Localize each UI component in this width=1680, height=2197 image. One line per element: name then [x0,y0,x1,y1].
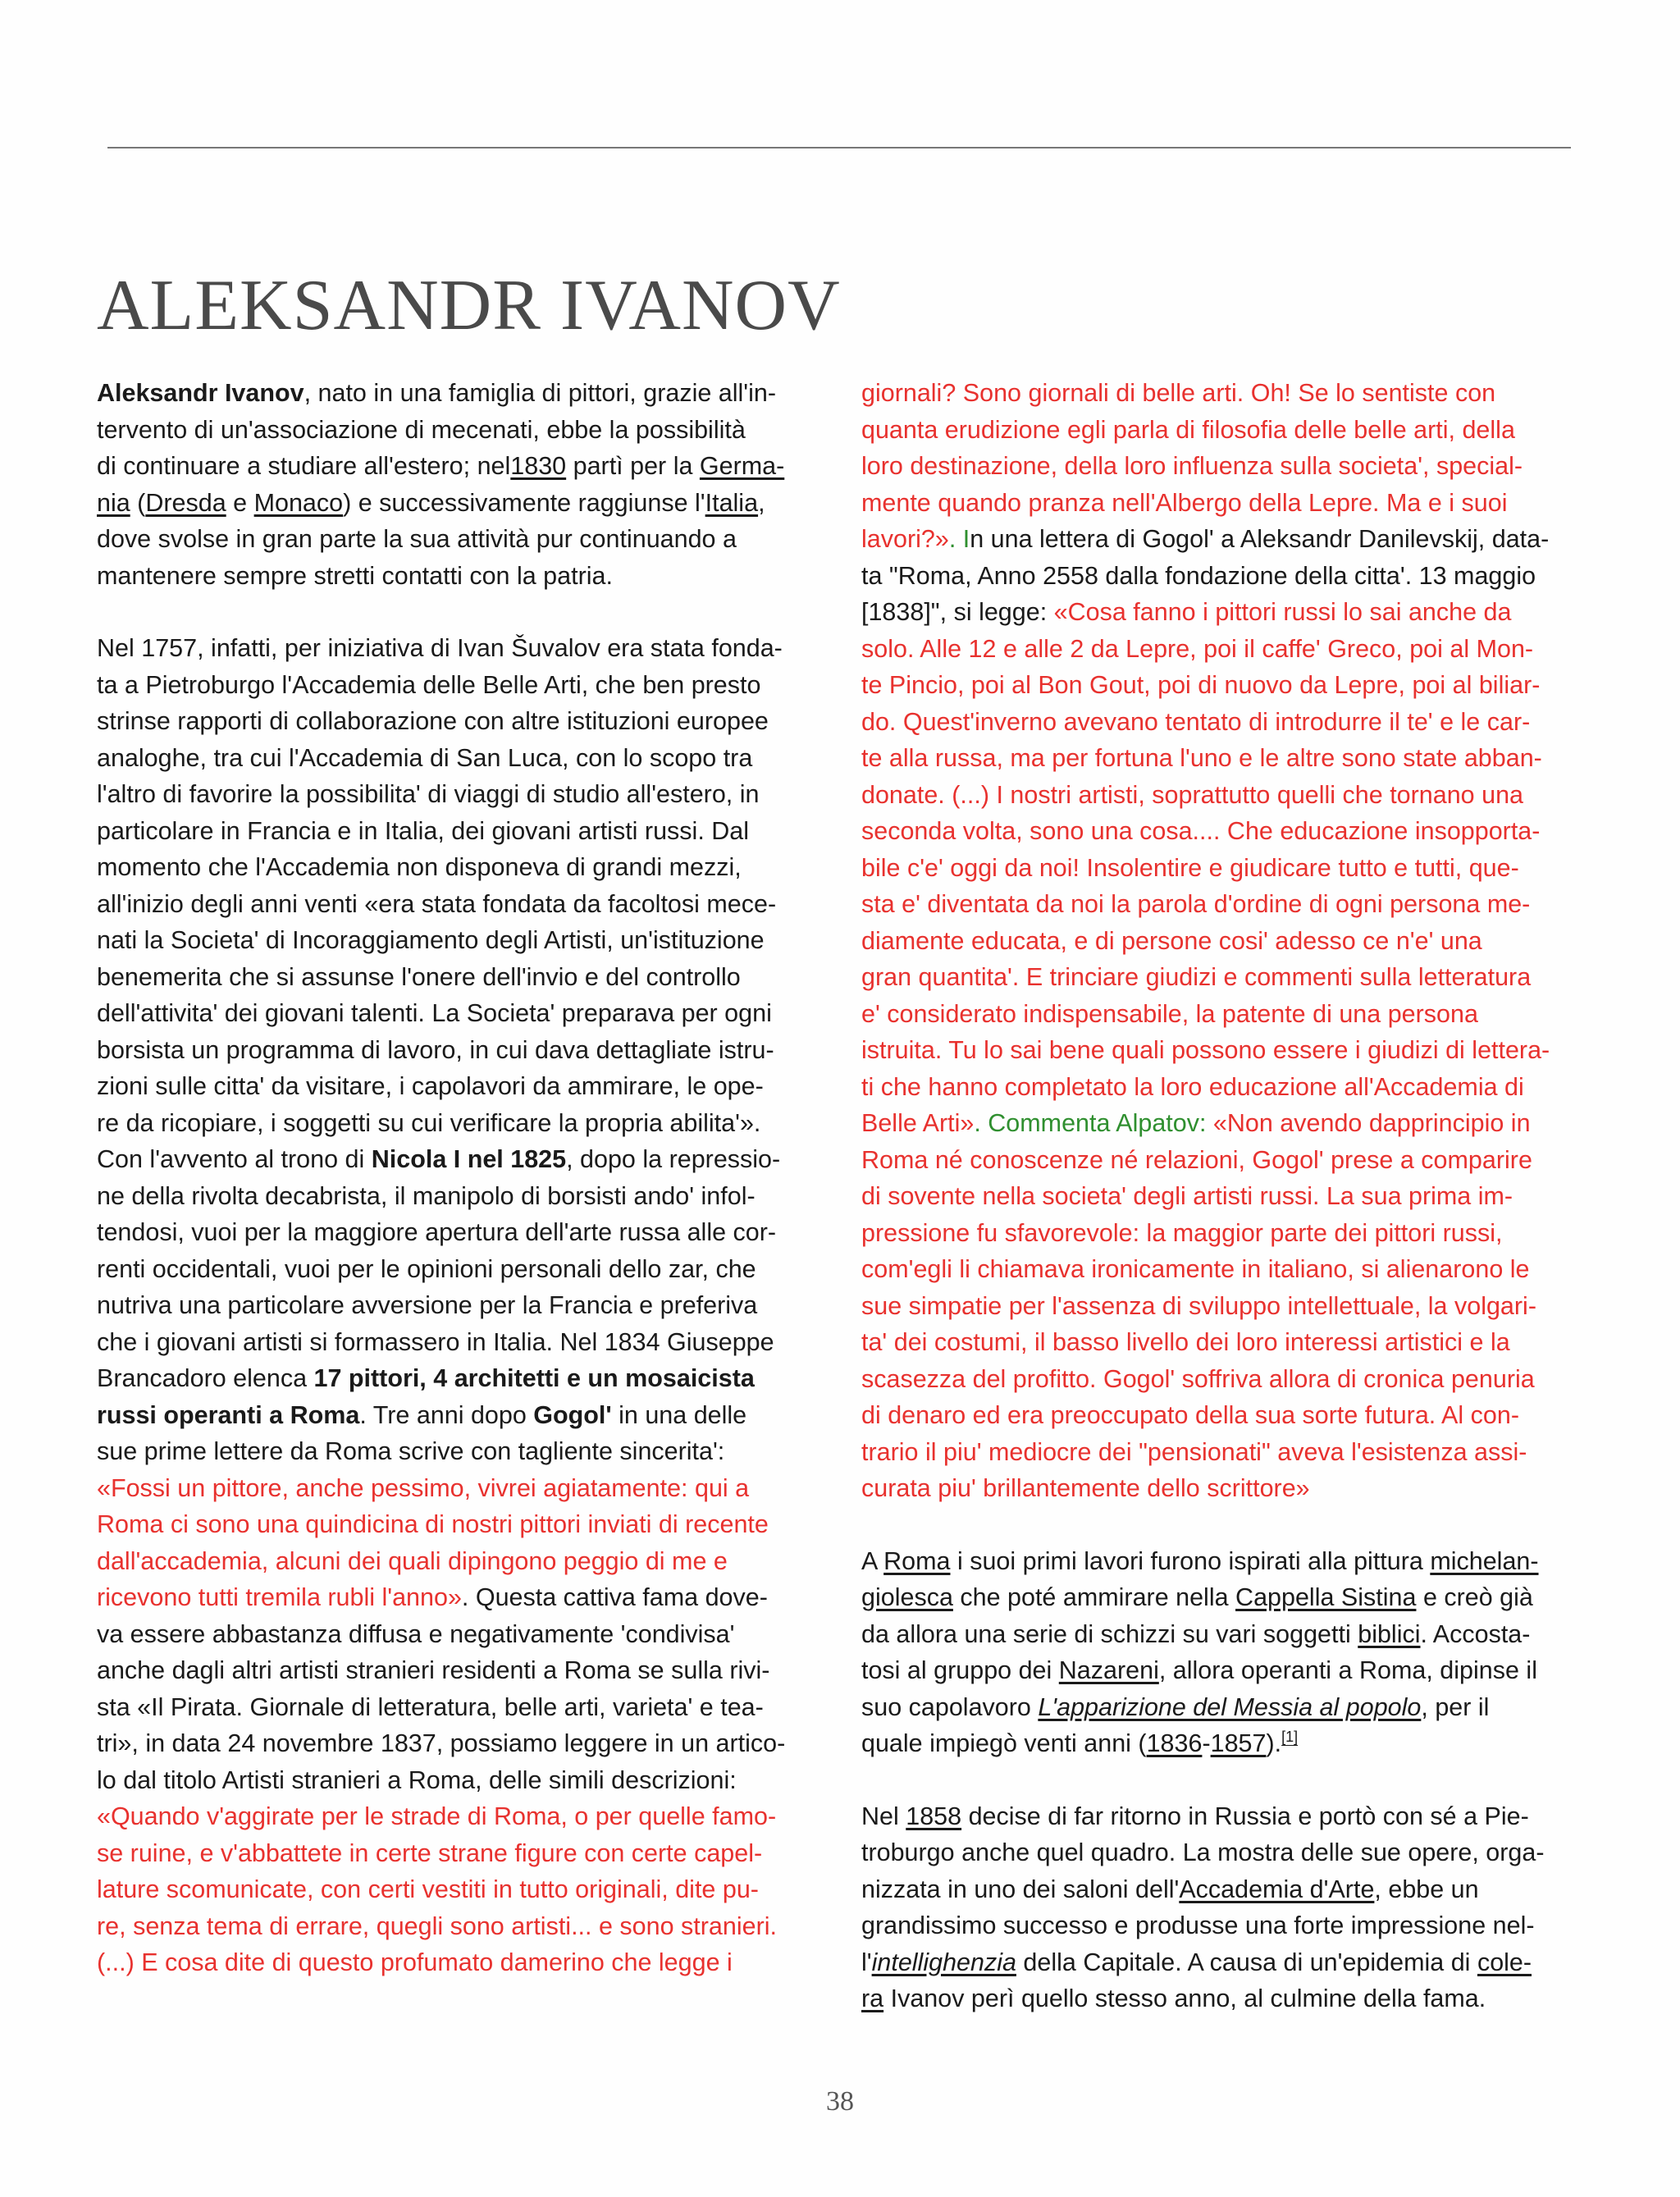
link-michelangiolesca[interactable]: michelan- [1430,1546,1539,1575]
link-italia[interactable]: Italia [705,488,759,517]
intro-paragraph: Aleksandr Ivanov, nato in una famiglia di pittori, grazie all'in- tervento di un'associazione di mecenati, ebbe la possibilità di continuare a studiare all'estero; nel1830 partì per la Germa- nia (Dresda e Monaco) e successivamente raggiunse l'Italia, dove svolse in gran parte la sua attività pur continuando a mantenere sempre stretti contatti con la patria. [97,379,785,590]
link-1857[interactable]: 1857 [1210,1729,1267,1757]
link-colera[interactable]: cole- [1477,1948,1532,1976]
footnote-ref-1[interactable]: [1] [1281,1729,1299,1745]
header-rule [107,147,1571,148]
link-1858[interactable]: 1858 [906,1802,962,1830]
link-colera-cont[interactable]: ra [861,1985,884,2012]
link-germania[interactable]: Germa- [699,452,785,480]
link-germania-cont[interactable]: nia [97,488,130,517]
link-dresda[interactable]: Dresda [145,488,226,517]
rome-works-paragraph: A Roma i suoi primi lavori furono ispirati alla pittura michelan- giolesca che poté ammirare nella Cappella Sistina e creò già da allora una serie di schizzi su vari soggetti biblici. Accosta- tosi al gruppo dei Nazareni, allora operanti a Roma, dipinse il suo capolavoro L'apparizione del Messia al popolo, per il quale impiegò venti anni (1836-1857).[1] [861,1546,1539,1757]
return-russia-paragraph: Nel 1858 decise di far ritorno in Russia e portò con sé a Pie- troburgo anche quel quadro. La mostra delle sue opere, orga- nizzata in uno dei saloni dell'Accademia d'Arte, ebbe un grandissimo successo e produsse una forte impressione nel- l'intellighenzia della Capitale. A causa di un'epidemia di cole- ra Ivanov perì quello stesso anno, al culmine della fama. [861,1802,1545,2012]
quote-continuation-paragraph: giornali? Sono giornali di belle arti. Oh! Se lo sentiste con quanta erudizione egli parla di filosofia delle belle arti, della loro destinazione, della loro influenza sulla societa', special- mente quando pranza nell'Albergo della Lepre. Ma e i suoi lavori?». In una lettera di Gogol' a Aleksandr Danilevskij, data- ta "Roma, Anno 2558 dalla fondazione della citta'. 13 maggio [1838]", si legge: «Cosa fanno i pittori russi lo sai anche da solo. Alle 12 e alle 2 da Lepre, poi il caffe' Greco, poi al Mon- te Pincio, poi al Bon Gout, poi di nuovo da Lepre, poi al biliar- do. Quest'inverno avevano tentato di introdurre il te' e le car- te alla russa, ma per fortuna l'uno e le altre sono state abban- donate. (...) I nostri artisti, soprattutto quelli che tornano una seconda volta, sono una cosa.... Che educazione insopporta- bile c'e' oggi da noi! Insolentire e giudicare tutto e tutti, que- sta e' diventata da noi la parola d'ordine di ogni persona me- diamente educata, e di persone cosi' adesso ce n'e' una gran quantita'. E trinciare giudizi e commenti sulla letteratura e' considerato indispensabile, la patente di una persona istruita. Tu lo sai bene quali possono essere i giudizi di lettera- ti che hanno completato la loro educazione all'Accademia di Belle Arti». Commenta Alpatov: «Non avendo dapprincipio in Roma né conoscenze né relazioni, Gogol' prese a comparire di sovente nella societa' degli artisti russi. La sua prima im- pressione fu sfavorevole: la maggior parte dei pittori russi, com'egli li chiamava ironicamente in italiano, si alienarono le sue simpatie per l'assenza di sviluppo intellettuale, la volgari- ta' dei costumi, il basso livello dei loro interessi artistici e la scasezza del profitto. Gogol' soffriva allora di cronica penuria di denaro ed era preoccupato della sua sorte futura. Al con- trario il piu' mediocre dei "pensionati" aveva l'esistenza assi- curata piu' brillantemente dello scrittore» [861,379,1550,1502]
link-michelangiolesca-cont[interactable]: giolesca [861,1583,953,1611]
link-accademia-arte[interactable]: Accademia d'Arte [1179,1875,1375,1903]
link-biblici[interactable]: biblici [1358,1619,1421,1648]
link-1830[interactable]: 1830 [510,452,567,480]
quote-pirata: «Quando v'aggirate per le strade di Roma, o per quelle famo- [97,1802,777,1830]
page-title: ALEKSANDR IVANOV [97,265,841,345]
link-monaco[interactable]: Monaco [253,488,344,517]
right-column [861,375,1596,2053]
left-column [97,375,819,2017]
page-number: 38 [826,2086,854,2117]
artist-name: Aleksandr Ivanov [97,379,304,407]
quote-danilevskij: «Cosa fanno i pittori russi lo sai anche da [1053,598,1512,626]
history-paragraph: Nel 1757, infatti, per iniziativa di Ivan Šuvalov era stata fonda- ta a Pietroburgo l'Accademia delle Belle Arti, che ben presto strinse rapporti di collaborazione con altre istituzioni europee analoghe, tra cui l'Accademia di San Luca, con lo scopo tra l'altro di favorire la possibilita' di viaggi di studio all'estero, in particolare in Francia e in Italia, dei giovani artisti russi. Dal momento che l'Accademia non disponeva di grandi mezzi, all'inizio degli anni venti «era stata fondata da facoltosi mece- nati la Societa' di Incoraggiamento degli Artisti, un'istituzione benemerita che si assunse l'onere dell'invio e del controllo dell'attivita' dei giovani talenti. La Societa' preparava per ogni borsista un programma di lavoro, in cui dava dettagliate istru- zioni sulle citta' da visitare, i capolavori da ammirare, le ope- re da ricopiare, i soggetti su cui verificare la propria abilita'». Con l'avvento al trono di Nicola I nel 1825, dopo la repressio- ne della rivolta decabrista, il manipolo di borsisti ando' infol- tendosi, vuoi per la maggiore apertura dell'arte russa alle cor- renti occidentali, vuoi per le opinioni personali dello zar, che nutriva una particolare avversione per la Francia e preferiva che i giovani artisti si formassero in Italia. Nel 1834 Giuseppe Brancadoro elenca 17 pittori, 4 architetti e un mosaicista russi operanti a Roma. Tre anni dopo Gogol' in una delle sue prime lettere da Roma scrive con tagliente sincerita': «Fossi un pittore, anche pessimo, vivrei agiatamente: qui a Roma ci sono una quindicina di nostri pittori inviati di recente dall'accademia, alcuni dei quali dipingono peggio di me e ricevono tutti tremila rubli l'anno». Questa cattiva fama dove- va essere abbastanza diffusa e negativamente 'condivisa' anche dagli altri artisti stranieri residenti a Roma se sulla rivi- sta «Il Pirata. Giornale di letteratura, belle arti, varieta' e tea- tri», in data 24 novembre 1837, possiamo leggere in un artico- lo dal titolo Artisti stranieri a Roma, delle simili descrizioni: «Quando v'aggirate per le strade di Roma, o per quelle famo- se ruine, e v'abbattete in certe strane figure con certe capel- lature scomunicate, con certi vestiti in tutto originali, dite pu- re, senza tema di errare, quegli sono artisti... e sono stranieri. (...) E cosa dite di questo profumato damerino che legge i [97,630,819,1981]
quote-alpatov: «Non avendo dapprincipio in [1212,1109,1531,1137]
link-1836[interactable]: 1836 [1146,1729,1203,1757]
link-cappella-sistina[interactable]: Cappella Sistina [1235,1583,1417,1611]
link-nazareni[interactable]: Nazareni [1058,1656,1159,1684]
link-roma[interactable]: Roma [883,1546,951,1575]
link-intellighenzia[interactable]: intellighenzia [871,1948,1016,1976]
quote-gogol: «Fossi un pittore, anche pessimo, vivrei agiatamente: qui a [97,1473,750,1502]
link-apparizione-messia[interactable]: L'apparizione del Messia al popolo [1038,1692,1422,1721]
